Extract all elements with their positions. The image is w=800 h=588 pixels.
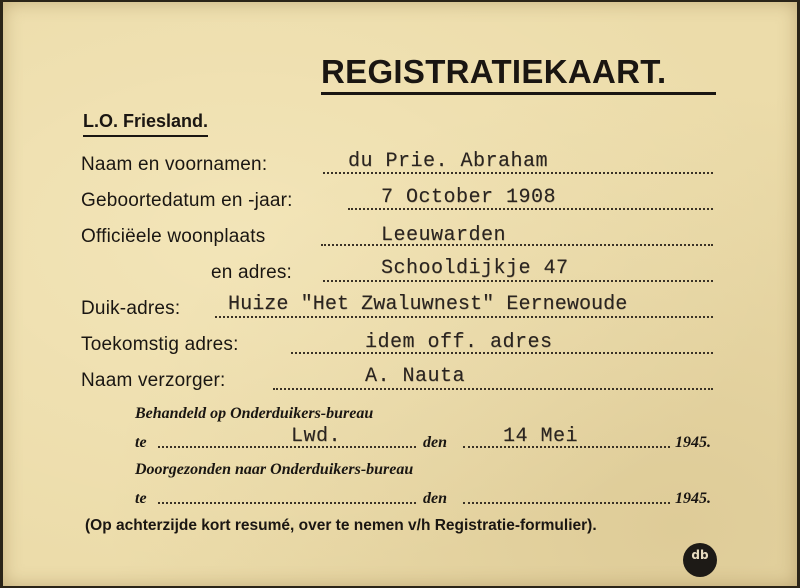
value-adres: Schooldijkje 47 <box>381 257 569 280</box>
stamp-text: db <box>691 548 709 562</box>
label-adres: en adres: <box>211 262 293 283</box>
registration-card <box>3 2 797 586</box>
behandeld-den-label: den <box>423 434 447 451</box>
value-toekomstig: idem off. adres <box>365 331 553 354</box>
behandeld-heading: Behandeld op Onderduikers-bureau <box>135 405 374 422</box>
value-woonplaats: Leeuwarden <box>381 224 507 247</box>
dotted-line-doorgezonden-te <box>158 502 416 504</box>
dotted-line-behandeld-te <box>158 446 416 448</box>
archive-stamp-icon <box>683 543 717 577</box>
doorgezonden-heading: Doorgezonden naar Onderduikers-bureau <box>135 461 414 478</box>
label-naam: Naam en voornamen: <box>81 154 268 175</box>
label-duik-adres: Duik-adres: <box>81 298 181 319</box>
value-naam: du Prie. Abraham <box>348 150 549 173</box>
value-duik-adres: Huize "Het Zwaluwnest" Eernewoude <box>228 293 628 316</box>
value-verzorger: A. Nauta <box>365 365 466 388</box>
behandeld-te-label: te <box>135 434 147 451</box>
organization-name: L.O. Friesland. <box>83 110 208 137</box>
behandeld-te-value: Lwd. <box>291 425 342 448</box>
dotted-line-woonplaats <box>321 244 713 246</box>
label-verzorger: Naam verzorger: <box>81 370 226 391</box>
label-woonplaats: Officiëele woonplaats <box>81 226 266 247</box>
dotted-line-doorgezonden-den <box>463 502 670 504</box>
label-toekomstig: Toekomstig adres: <box>81 334 239 355</box>
doorgezonden-den-label: den <box>423 490 447 507</box>
doorgezonden-year: 1945. <box>675 490 711 507</box>
doorgezonden-te-label: te <box>135 490 147 507</box>
behandeld-den-value: 14 Mei <box>503 425 579 448</box>
dotted-line-verzorger <box>273 388 713 390</box>
card-title: REGISTRATIEKAART. <box>321 52 716 95</box>
footnote: (Op achterzijde kort resumé, over te nemen v/h Registratie-formulier). <box>85 517 597 534</box>
label-geboorte: Geboortedatum en -jaar: <box>81 190 293 211</box>
behandeld-year: 1945. <box>675 434 711 451</box>
value-geboorte: 7 October 1908 <box>381 186 557 209</box>
